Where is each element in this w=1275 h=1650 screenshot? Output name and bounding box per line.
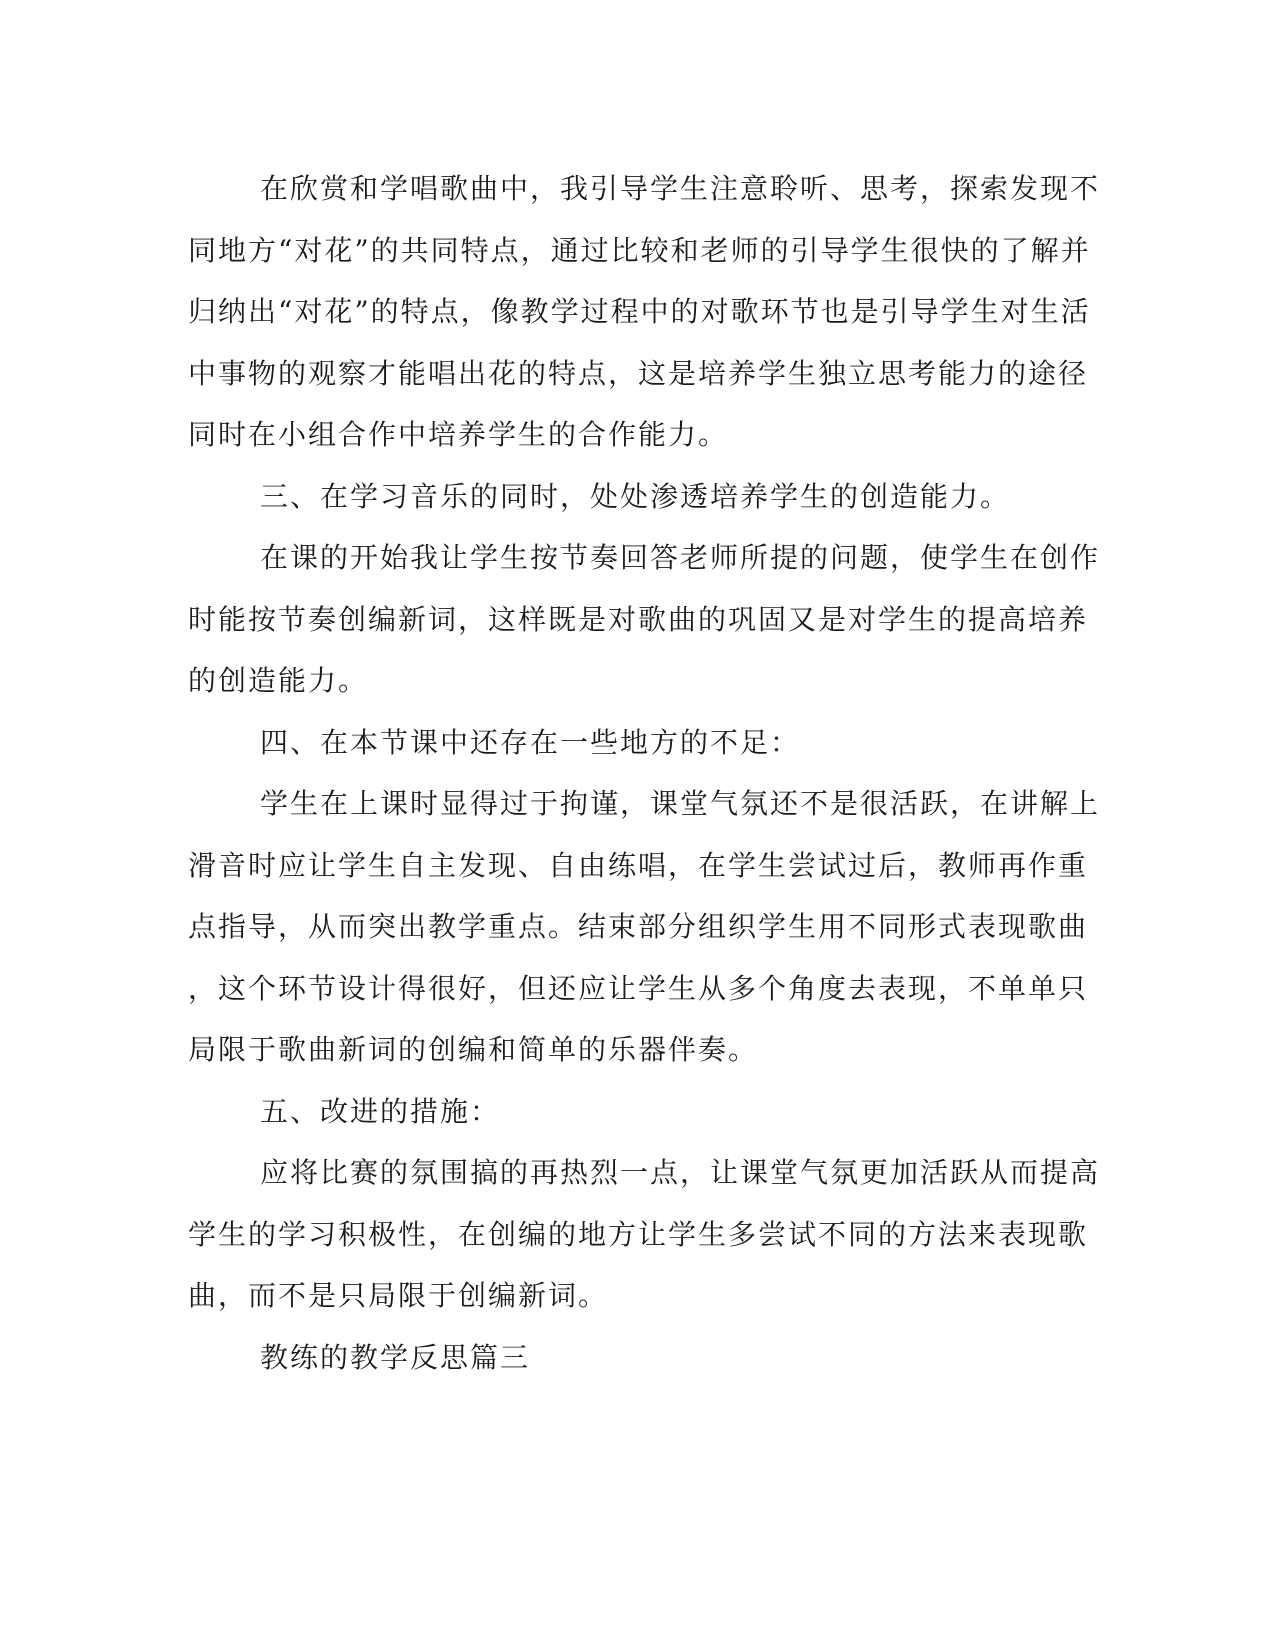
paragraph-line: 同时在小组合作中培养学生的合作能力。 [188,418,729,451]
paragraph-line: 点指导，从而突出教学重点。结束部分组织学生用不同形式表现歌曲 [188,910,1089,943]
paragraph-line: 中事物的观察才能唱出花的特点，这是培养学生独立思考能力的途径 [188,356,1089,390]
paragraph-line: 在欣赏和学唱歌曲中，我引导学生注意聆听、思考，探索发现不 [260,172,1101,205]
paragraph-line: 曲，而不是只局限于创编新词。 [188,1279,609,1312]
section-heading: 三、在学习音乐的同时，处处渗透培养学生的创造能力。 [260,479,1011,513]
document-body [188,158,1101,1388]
paragraph-line: 在课的开始我让学生按节奏回答老师所提的问题，使学生在创作 [260,541,1101,574]
paragraph-line: 学生的学习积极性，在创编的地方让学生多尝试不同的方法来表现歌 [188,1217,1089,1251]
paragraph-line: ，这个环节设计得很好，但还应让学生从多个角度去表现，不单单只 [188,971,1089,1005]
paragraph-line: 滑音时应让学生自主发现、自由练唱，在学生尝试过后，教师再作重 [188,848,1089,882]
paragraph-line: 同地方“对花”的共同特点，通过比较和老师的引导学生很快的了解并 [188,233,1091,267]
section-heading: 五、改进的措施： [260,1094,501,1128]
paragraph-line: 局限于歌曲新词的创编和简单的乐器伴奏。 [188,1033,759,1066]
paragraph-line: 的创造能力。 [188,664,369,697]
paragraph-line: 归纳出“对花”的特点，像教学过程中的对歌环节也是引导学生对生活 [188,295,1091,328]
section-heading: 四、在本节课中还存在一些地方的不足： [260,725,801,759]
document-subtitle: 教练的教学反思篇三 [260,1340,531,1374]
paragraph-line: 时能按节奏创编新词，这样既是对歌曲的巩固又是对学生的提高培养 [188,602,1089,636]
paragraph-line: 应将比赛的氛围搞的再热烈一点，让课堂气氛更加活跃从而提高 [260,1156,1101,1189]
paragraph-line: 学生在上课时显得过于拘谨，课堂气氛还不是很活跃，在讲解上 [260,787,1101,820]
